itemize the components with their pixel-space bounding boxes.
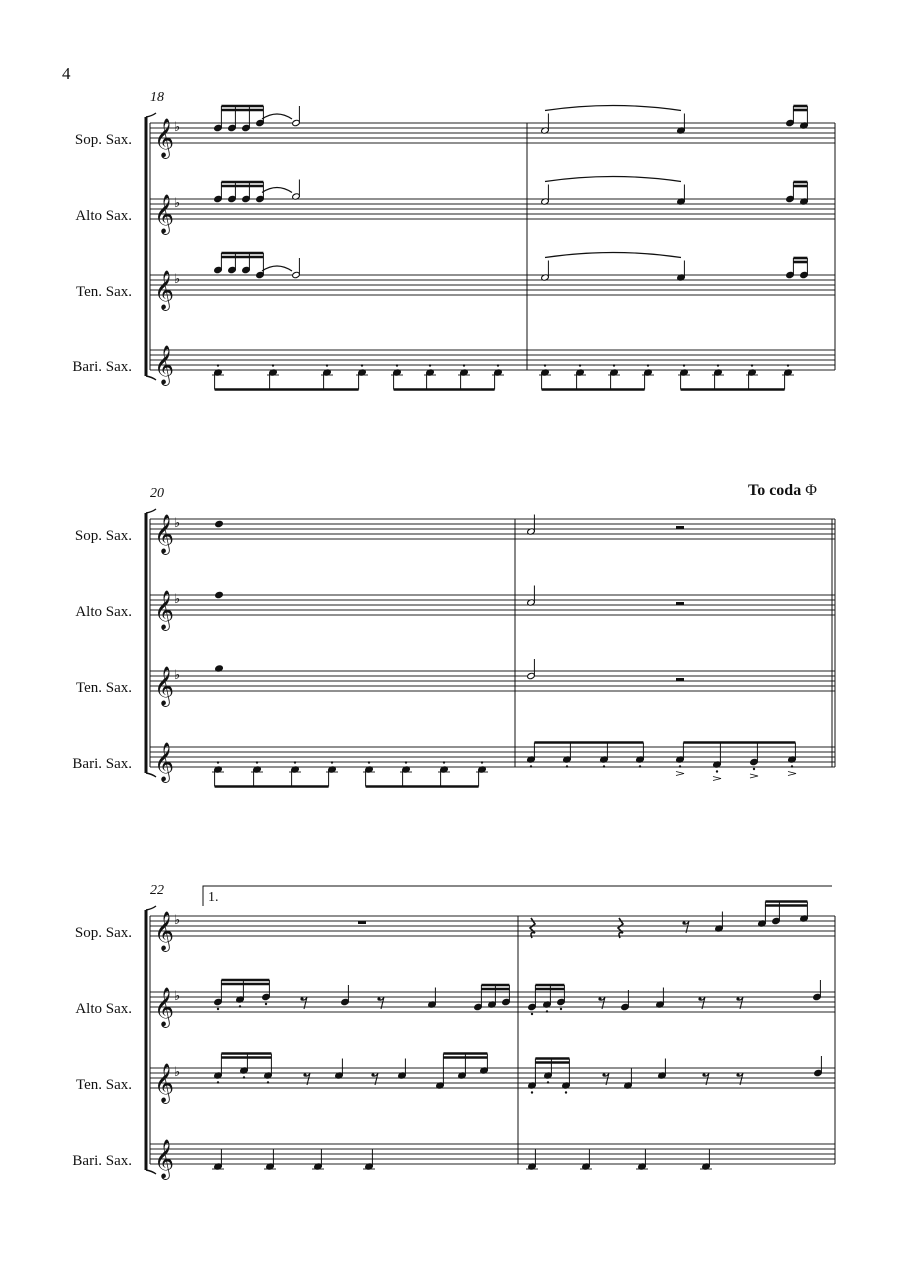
staccato-dot (560, 1008, 562, 1010)
staccato-dot (547, 1081, 549, 1083)
instrument-label-alto: Alto Sax. (75, 208, 132, 224)
instrument-label-baritone: Bari. Sax. (72, 756, 132, 772)
flat-key-signature-icon: ♭ (174, 1065, 181, 1080)
staccato-dot (647, 364, 649, 366)
system-bracket (146, 906, 156, 910)
staccato-dot (217, 364, 219, 366)
staccato-dot (497, 364, 499, 366)
flat-key-signature-icon: ♭ (174, 196, 181, 211)
system-bracket (146, 509, 156, 513)
staccato-dot (217, 761, 219, 763)
flat-key-signature-icon: ♭ (174, 516, 181, 531)
to-coda-text: To coda (748, 482, 802, 499)
staccato-dot (368, 761, 370, 763)
staccato-dot (405, 761, 407, 763)
staccato-dot (217, 1081, 219, 1083)
staccato-dot (294, 761, 296, 763)
coda-symbol-icon: Φ (805, 482, 817, 499)
notehead (215, 520, 224, 527)
staccato-dot (267, 1081, 269, 1083)
treble-clef-icon: 𝄞 (154, 345, 175, 385)
tie-slur (262, 188, 292, 193)
accent-mark (676, 772, 684, 776)
instrument-label-tenor: Ten. Sax. (75, 680, 132, 696)
instrument-label-baritone: Bari. Sax. (72, 359, 132, 375)
flat-key-signature-icon: ♭ (174, 913, 181, 928)
first-ending-label: 1. (208, 890, 219, 905)
tie-slur (545, 106, 681, 111)
treble-clef-icon: 𝄞 (154, 666, 175, 706)
accent-mark (788, 772, 796, 776)
first-ending-bracket (203, 886, 832, 906)
staccato-dot (717, 364, 719, 366)
treble-clef-icon: 𝄞 (154, 911, 175, 951)
staccato-dot (544, 364, 546, 366)
staccato-dot (243, 1076, 245, 1078)
instrument-label-tenor: Ten. Sax. (75, 1077, 132, 1093)
instrument-label-alto: Alto Sax. (75, 1001, 132, 1017)
flat-key-signature-icon: ♭ (174, 668, 181, 683)
staccato-dot (265, 1003, 267, 1005)
instrument-label-soprano: Sop. Sax. (74, 132, 132, 148)
staccato-dot (396, 364, 398, 366)
staccato-dot (683, 364, 685, 366)
flat-key-signature-icon: ♭ (174, 592, 181, 607)
treble-clef-icon: 𝄞 (154, 987, 175, 1027)
staccato-dot (566, 765, 568, 767)
staccato-dot (579, 364, 581, 366)
measure-number-20: 20 (150, 486, 164, 501)
flat-key-signature-icon: ♭ (174, 989, 181, 1004)
staccato-dot (613, 364, 615, 366)
flat-key-signature-icon: ♭ (174, 120, 181, 135)
instrument-label-soprano: Sop. Sax. (74, 925, 132, 941)
staccato-dot (429, 364, 431, 366)
measure-number-22: 22 (150, 883, 164, 898)
treble-clef-icon: 𝄞 (154, 1063, 175, 1103)
page-number: 4 (62, 64, 71, 83)
flat-key-signature-icon: ♭ (174, 272, 181, 287)
tie-slur (262, 266, 292, 271)
treble-clef-icon: 𝄞 (154, 1139, 175, 1179)
half-rest-icon (676, 678, 684, 681)
accent-mark (713, 777, 721, 781)
staccato-dot (639, 765, 641, 767)
instrument-label-soprano: Sop. Sax. (74, 528, 132, 544)
system-bracket (146, 113, 156, 117)
staccato-dot (716, 770, 718, 772)
staccato-dot (546, 1010, 548, 1012)
staccato-dot (481, 761, 483, 763)
instrument-label-baritone: Bari. Sax. (72, 1153, 132, 1169)
staccato-dot (530, 765, 532, 767)
staccato-dot (531, 1091, 533, 1093)
staccato-dot (679, 765, 681, 767)
treble-clef-icon: 𝄞 (154, 194, 175, 234)
staccato-dot (463, 364, 465, 366)
half-rest-icon (676, 526, 684, 529)
staccato-dot (753, 768, 755, 770)
staccato-dot (331, 761, 333, 763)
staccato-dot (256, 761, 258, 763)
treble-clef-icon: 𝄞 (154, 590, 175, 630)
treble-clef-icon: 𝄞 (154, 742, 175, 782)
staccato-dot (531, 1013, 533, 1015)
staccato-dot (326, 364, 328, 366)
treble-clef-icon: 𝄞 (154, 270, 175, 310)
tie-slur (545, 177, 681, 182)
tie-slur (545, 253, 681, 258)
treble-clef-icon: 𝄞 (154, 514, 175, 554)
notehead (215, 591, 224, 598)
half-rest-icon (676, 602, 684, 605)
staccato-dot (565, 1091, 567, 1093)
staccato-dot (272, 364, 274, 366)
instrument-label-alto: Alto Sax. (75, 604, 132, 620)
instrument-label-tenor: Ten. Sax. (75, 284, 132, 300)
whole-rest-icon (358, 921, 366, 924)
staccato-dot (217, 1008, 219, 1010)
staccato-dot (603, 765, 605, 767)
treble-clef-icon: 𝄞 (154, 118, 175, 158)
staccato-dot (751, 364, 753, 366)
staccato-dot (443, 761, 445, 763)
staccato-dot (791, 765, 793, 767)
staccato-dot (239, 1005, 241, 1007)
tie-slur (262, 114, 292, 119)
accent-mark (750, 774, 758, 778)
staccato-dot (361, 364, 363, 366)
staccato-dot (787, 364, 789, 366)
measure-number-18: 18 (150, 90, 164, 105)
